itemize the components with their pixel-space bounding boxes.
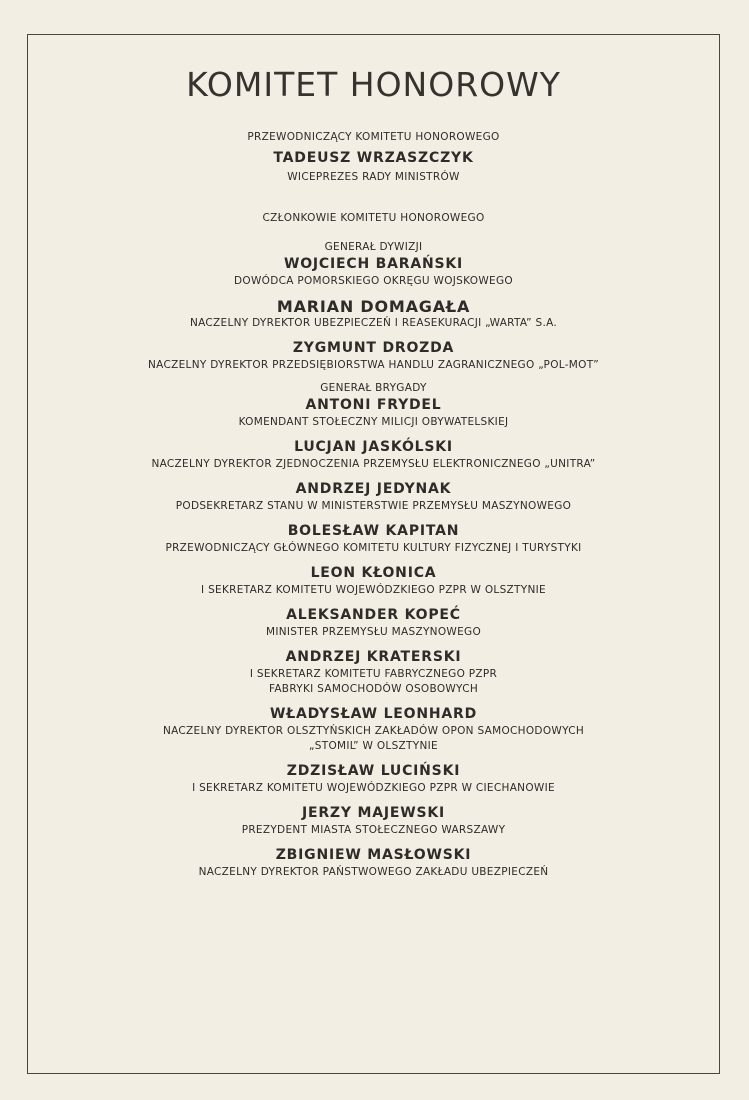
member-name: WŁADYSŁAW LEONHARD xyxy=(269,706,478,722)
member-entry xyxy=(28,804,719,838)
member-name: ZBIGNIEW MASŁOWSKI xyxy=(275,847,472,863)
member-name: ANDRZEJ JEDYNAK xyxy=(295,481,452,497)
member-role: MINISTER PRZEMYSŁU MASZYNOWEGO xyxy=(265,626,482,638)
member-name: LUCJAN JASKÓLSKI xyxy=(294,439,453,455)
member-role: FABRYKI SAMOCHODÓW OSOBOWYCH xyxy=(268,683,479,695)
member-entry xyxy=(28,438,719,472)
member-role: DOWÓDCA POMORSKIEGO OKRĘGU WOJSKOWEGO xyxy=(234,275,513,287)
members-list xyxy=(28,240,719,880)
member-name: ALEKSANDER KOPEĆ xyxy=(286,607,461,623)
member-name: WOJCIECH BARAŃSKI xyxy=(283,256,464,272)
member-entry xyxy=(28,705,719,754)
member-role: KOMENDANT STOŁECZNY MILICJI OBYWATELSKIEJ xyxy=(238,416,509,428)
member-role: NACZELNY DYREKTOR PRZEDSIĘBIORSTWA HANDLU ZAGRANICZNEGO „POL-MOT” xyxy=(148,359,599,371)
member-name: ANDRZEJ KRATERSKI xyxy=(285,649,462,665)
member-role: NACZELNY DYREKTOR OLSZTYŃSKICH ZAKŁADÓW OPON SAMOCHODOWYCH xyxy=(162,725,585,737)
member-entry xyxy=(28,648,719,697)
member-entry xyxy=(28,297,719,331)
member-entry xyxy=(28,564,719,598)
member-entry xyxy=(28,762,719,796)
member-name: JERZY MAJEWSKI xyxy=(301,805,446,821)
chair-block xyxy=(28,130,719,185)
member-name: ANTONI FRYDEL xyxy=(305,397,442,413)
member-role: PREZYDENT MIASTA STOŁECZNEGO WARSZAWY xyxy=(241,824,506,836)
member-role: „STOMIL” W OLSZTYNIE xyxy=(309,740,438,752)
member-role: NACZELNY DYREKTOR ZJEDNOCZENIA PRZEMYSŁU ELEKTRONICZNEGO „UNITRA” xyxy=(151,458,596,470)
page-content xyxy=(28,35,719,880)
member-name: MARIAN DOMAGAŁA xyxy=(276,297,471,316)
chair-role: WICEPREZES RADY MINISTRÓW xyxy=(287,171,460,183)
member-role: NACZELNY DYREKTOR UBEZPIECZEŃ I REASEKURACJI „WARTA” S.A. xyxy=(189,317,558,329)
member-name: ZDZISŁAW LUCIŃSKI xyxy=(286,763,461,779)
member-role: PODSEKRETARZ STANU W MINISTERSTWIE PRZEMYSŁU MASZYNOWEGO xyxy=(175,500,572,512)
member-role: NACZELNY DYREKTOR PAŃSTWOWEGO ZAKŁADU UBEZPIECZEŃ xyxy=(198,866,549,878)
member-rank: GENERAŁ DYWIZJI xyxy=(324,241,423,253)
member-role: I SEKRETARZ KOMITETU WOJEWÓDZKIEGO PZPR W OLSZTYNIE xyxy=(201,584,546,596)
member-role: I SEKRETARZ KOMITETU WOJEWÓDZKIEGO PZPR W CIECHANOWIE xyxy=(192,782,555,794)
member-entry xyxy=(28,381,719,430)
page-frame xyxy=(27,34,720,1074)
member-entry xyxy=(28,240,719,289)
member-role: PRZEWODNICZĄCY GŁÓWNEGO KOMITETU KULTURY FIZYCZNEJ I TURYSTYKI xyxy=(165,542,582,554)
member-name: BOLESŁAW KAPITAN xyxy=(287,523,460,539)
chair-label: PRZEWODNICZĄCY KOMITETU HONOROWEGO xyxy=(247,131,500,143)
member-entry xyxy=(28,480,719,514)
member-rank: GENERAŁ BRYGADY xyxy=(320,382,427,394)
chair-name: TADEUSZ WRZASZCZYK xyxy=(273,150,474,166)
member-entry xyxy=(28,339,719,373)
members-label: CZŁONKOWIE KOMITETU HONOROWEGO xyxy=(262,212,485,224)
member-name: ZYGMUNT DROZDA xyxy=(292,340,455,356)
page-title: KOMITET HONOROWY xyxy=(186,65,561,104)
member-entry xyxy=(28,606,719,640)
member-name: LEON KŁONICA xyxy=(310,565,437,581)
member-entry xyxy=(28,522,719,556)
member-role: I SEKRETARZ KOMITETU FABRYCZNEGO PZPR xyxy=(249,668,498,680)
member-entry xyxy=(28,846,719,880)
